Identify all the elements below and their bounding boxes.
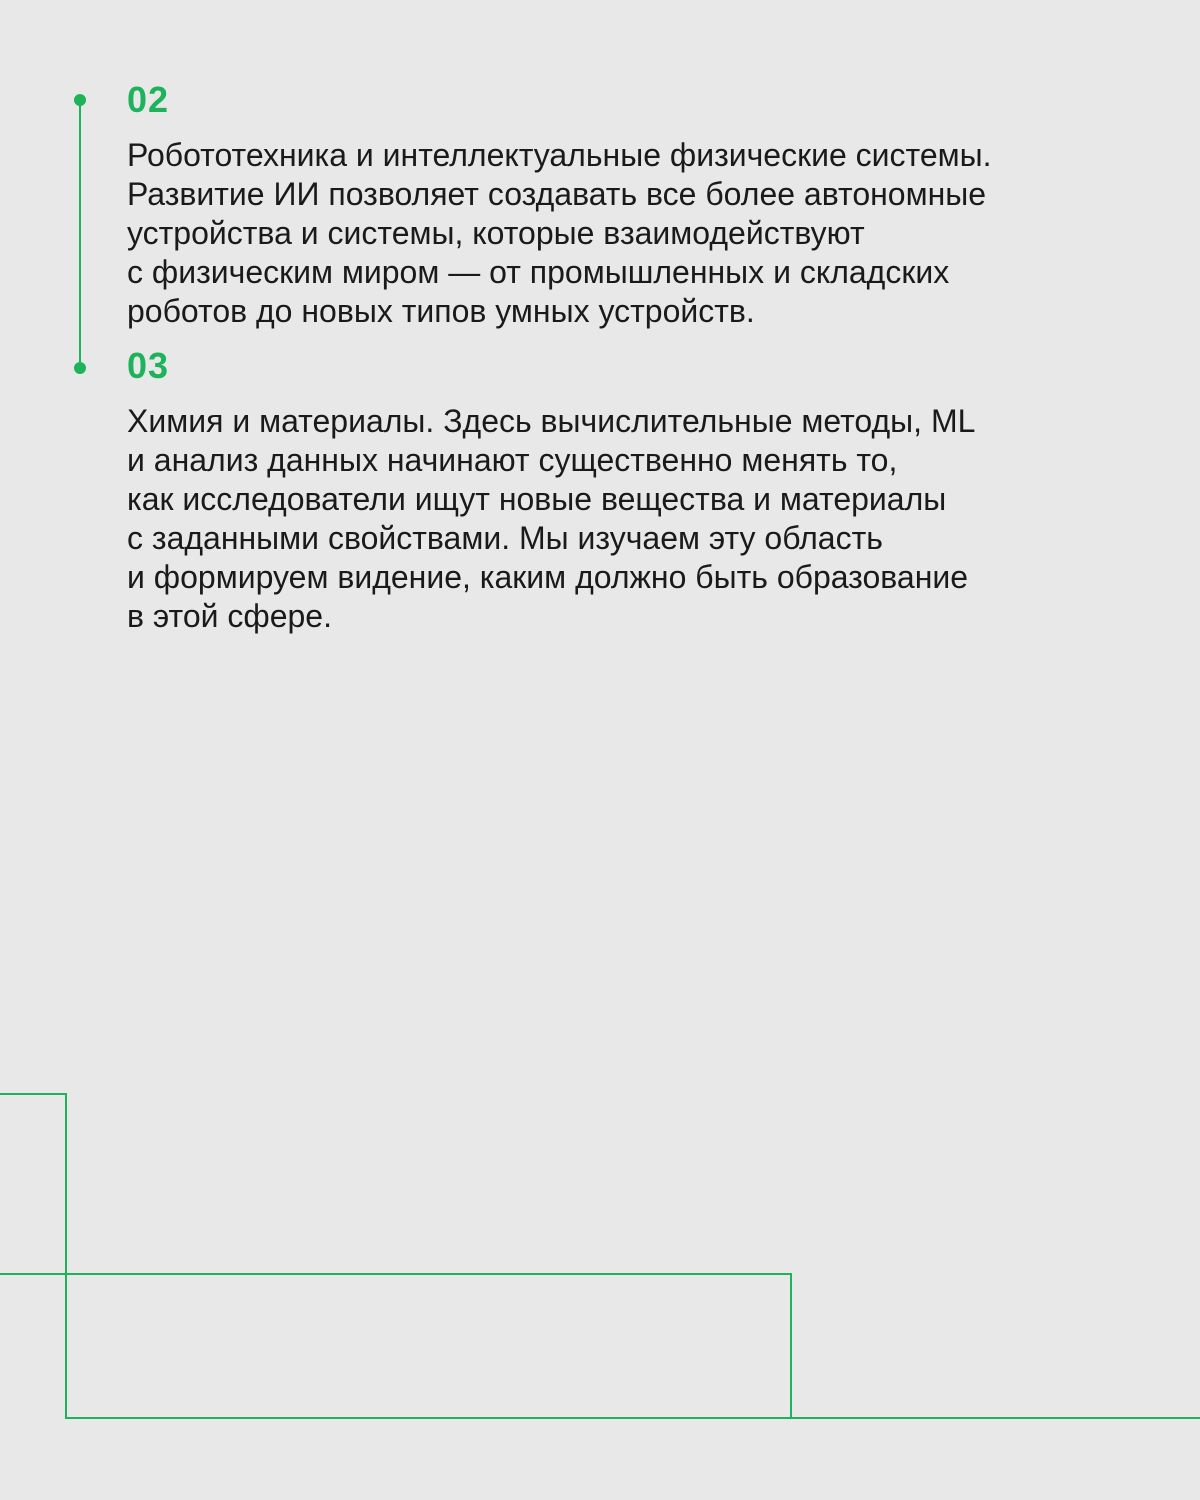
- text-line: Развитие ИИ позволяет создавать все более автономные: [127, 176, 987, 212]
- text-line: как исследователи ищут новые вещества и материалы: [127, 481, 947, 517]
- section-number-02: 02: [127, 79, 170, 120]
- text-line: с заданными свойствами. Мы изучаем эту область: [127, 520, 883, 556]
- section-number-03: 03: [127, 345, 170, 386]
- text-line: и формируем видение, каким должно быть образование: [127, 559, 969, 595]
- text-line: с физическим миром — от промышленных и складских: [127, 254, 950, 290]
- text-line: в этой сфере.: [127, 598, 332, 634]
- frame-line-left: [0, 1094, 1200, 1418]
- text-line: Химия и материалы. Здесь вычислительные методы, ML: [127, 403, 976, 439]
- text-line: Робототехника и интеллектуальные физические системы.: [127, 137, 992, 173]
- text-line: устройства и системы, которые взаимодействуют: [127, 215, 865, 251]
- frame-line-right: [0, 1274, 791, 1418]
- text-line: и анализ данных начинают существенно менять то,: [127, 442, 898, 478]
- text-line: роботов до новых типов умных устройств.: [127, 293, 755, 329]
